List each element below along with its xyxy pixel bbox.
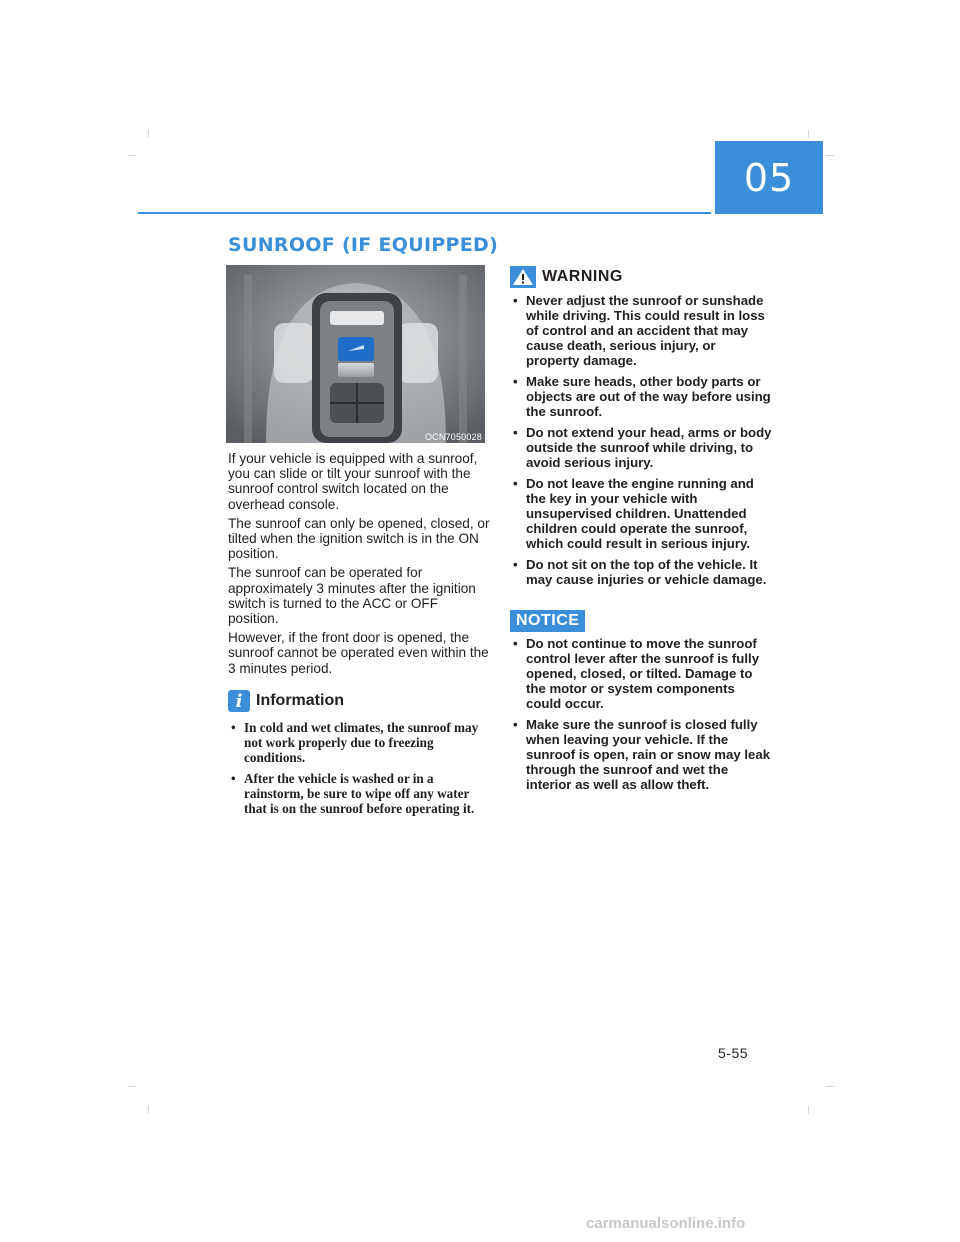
crop-mark: [128, 155, 136, 156]
crop-mark: [826, 1086, 834, 1087]
chapter-tab: 05: [715, 141, 823, 214]
list-item-text: Do not leave the engine running and the key in your vehicle with unsupervised children. Unattended children could operate the sunroof, which could result in serious injury.: [526, 476, 754, 551]
list-item-text: Make sure the sunroof is closed fully when leaving your vehicle. If the sunroof is open, rain or snow may leak through the sunroof and wet the interior as well as allow theft.: [526, 717, 771, 792]
watermark: carmanualsonline.info: [586, 1215, 746, 1232]
overhead-console-illustration: [226, 265, 485, 443]
list-item: • Make sure heads, other body parts or objects are out of the way before using the sunroof.: [513, 374, 771, 419]
list-item: • After the vehicle is washed or in a rainstorm, be sure to wipe off any water that is on the sunroof before operating it.: [231, 771, 475, 816]
section-title: SUNROOF (IF EQUIPPED): [228, 234, 499, 256]
body-text: [228, 451, 490, 680]
list-item-text: In cold and wet climates, the sunroof may not work properly due to freezing conditions.: [244, 720, 479, 765]
list-item: • Do not leave the engine running and the key in your vehicle with unsupervised children. Unattended children could operate the sunroof, which could result in serious injury.: [513, 476, 754, 551]
information-list: [228, 720, 488, 822]
body-paragraph: If your vehicle is equipped with a sunroof, you can slide or tilt your sunroof with the sunroof control switch located on the overhead console.: [228, 451, 478, 512]
overhead-console-photo: [226, 265, 485, 443]
crop-mark: [128, 1086, 136, 1087]
crop-mark: [148, 130, 149, 138]
warning-title: WARNING: [542, 268, 623, 285]
notice-list: [510, 636, 772, 798]
list-item: • In cold and wet climates, the sunroof may not work properly due to freezing conditions.: [231, 720, 479, 765]
body-paragraph: The sunroof can be operated for approximately 3 minutes after the ignition switch is turned to the ACC or OFF position.: [228, 565, 476, 627]
body-paragraph: The sunroof can only be opened, closed, or tilted when the ignition switch is in the ON position.: [228, 515, 490, 562]
information-heading: [228, 690, 344, 712]
crop-mark: [826, 155, 834, 156]
list-item: • Do not sit on the top of the vehicle. It may cause injuries or vehicle damage.: [513, 557, 767, 587]
page-number: 5-55: [718, 1045, 749, 1061]
list-item: • Never adjust the sunroof or sunshade while driving. This could result in loss of control and an accident that may cause death, serious injury, or property damage.: [513, 293, 765, 368]
list-item-text: Do not sit on the top of the vehicle. It may cause injuries or vehicle damage.: [526, 557, 767, 587]
information-title: Information: [256, 692, 344, 709]
list-item-text: After the vehicle is washed or in a rainstorm, be sure to wipe off any water that is on the sunroof before operating it.: [244, 771, 475, 816]
body-paragraph: However, if the front door is opened, the sunroof cannot be operated even within the 3 minutes period.: [228, 630, 489, 676]
warning-triangle-icon: [510, 266, 536, 288]
warning-list: [510, 293, 772, 593]
list-item-text: Do not continue to move the sunroof control lever after the sunroof is fully opened, closed, or tilted. Damage to the motor or system components could occur.: [526, 636, 760, 711]
list-item: • Make sure the sunroof is closed fully when leaving your vehicle. If the sunroof is open, rain or snow may leak through the sunroof and wet the interior as well as allow theft.: [513, 717, 771, 792]
list-item-text: Never adjust the sunroof or sunshade while driving. This could result in loss of control and an accident that may cause death, serious injury, or property damage.: [526, 293, 765, 368]
crop-mark: [808, 130, 809, 138]
list-item: • Do not continue to move the sunroof control lever after the sunroof is fully opened, closed, or tilted. Damage to the motor or system components could occur.: [513, 636, 760, 711]
list-item: • Do not extend your head, arms or body outside the sunroof while driving, to avoid serious injury.: [513, 425, 772, 470]
list-item-text: Make sure heads, other body parts or objects are out of the way before using the sunroof.: [526, 374, 771, 419]
notice-badge: NOTICE: [510, 610, 585, 632]
crop-mark: [148, 1106, 149, 1114]
info-icon: i: [228, 690, 250, 712]
crop-mark: [808, 1106, 809, 1114]
list-item-text: Do not extend your head, arms or body outside the sunroof while driving, to avoid serious injury.: [526, 425, 772, 470]
warning-heading: [510, 266, 623, 288]
figure-code: OCN7050028: [424, 432, 482, 442]
header-rule: [138, 212, 711, 214]
